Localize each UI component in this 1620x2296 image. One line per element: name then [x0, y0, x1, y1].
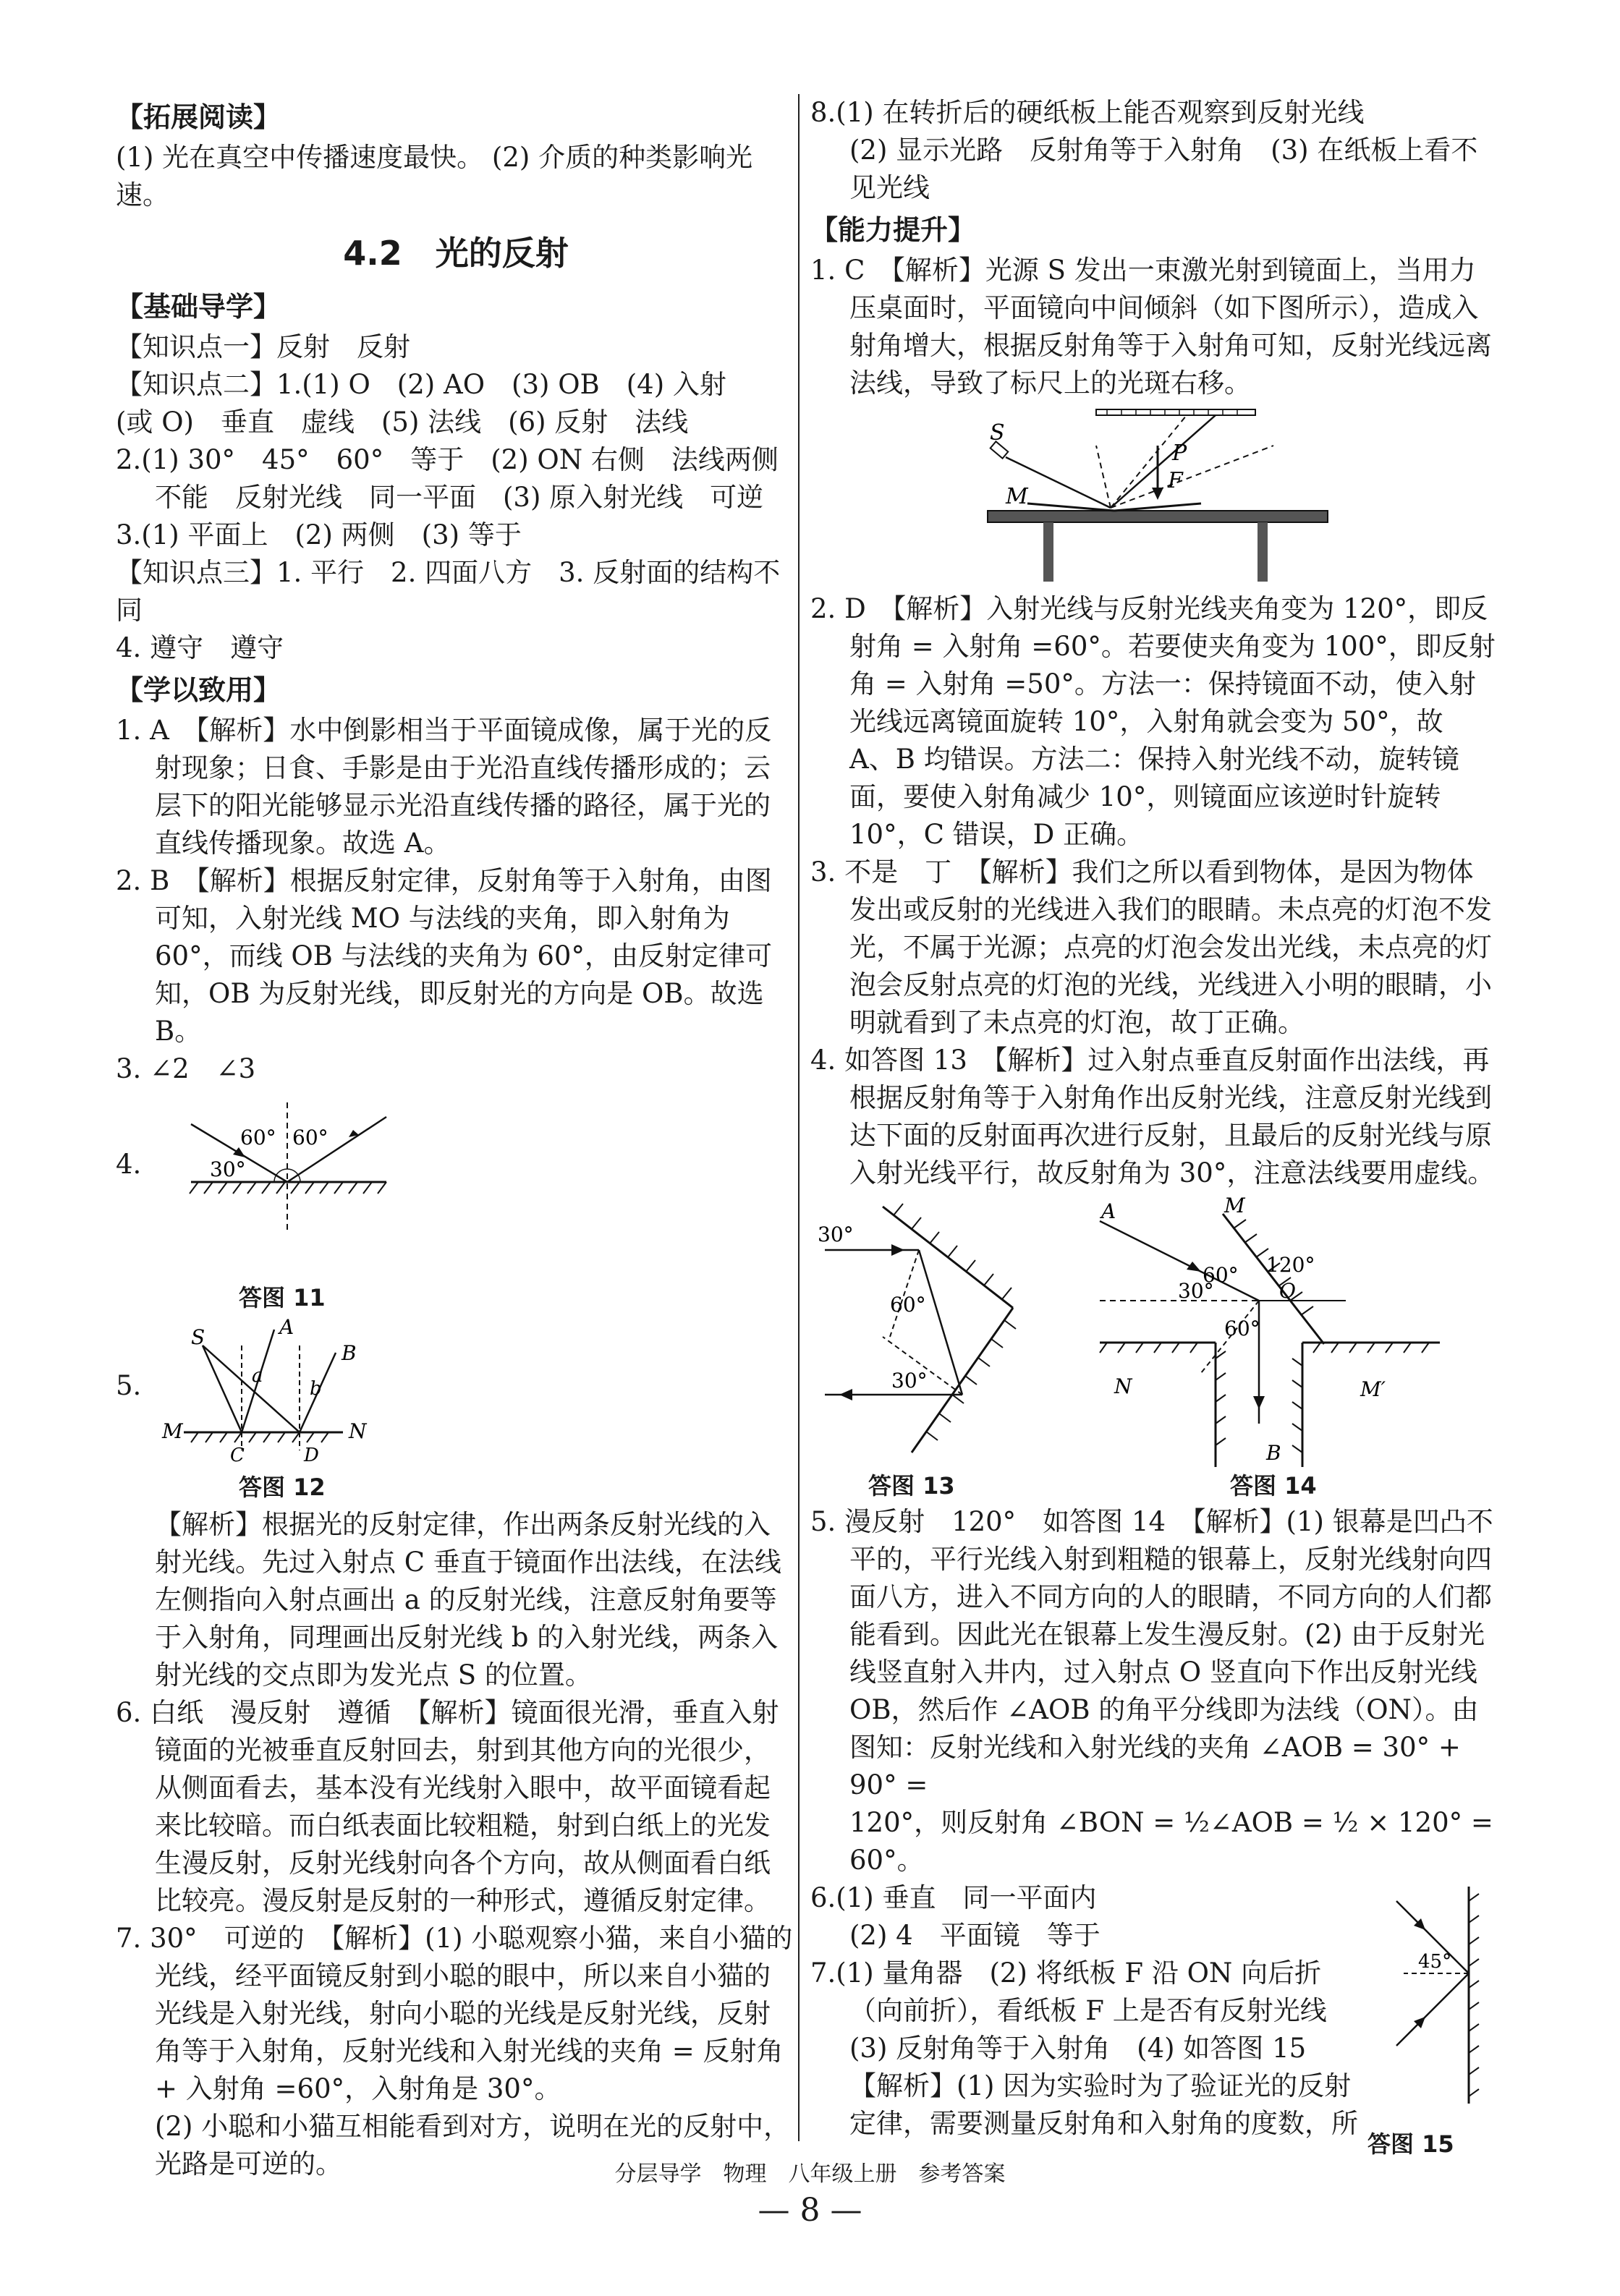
ability-answer-2: 2. D 【解析】入射光线与反射光线夹角变为 120°，即反射角 = 入射角 =60°。若要使夹角变为 100°，即反射角 = 入射角 =50°。方法一：保持镜面不动，使入射光线远离镜面旋转 10°，入射角就会变为 50°，故 A、B 均错误。方法二：保持入射光线不动，旋转镜面，要使入射角减少 10°，则镜面应该逆时针旋转 10°，C 错误，D 正确。: [810, 593, 1496, 850]
fig15-angle-45: 45°: [1418, 1951, 1452, 1973]
desk-mirror-diagram: [810, 402, 1498, 590]
figure-14-block: [1085, 1192, 1490, 1505]
knowledge-point-2-line-4: 不能 反射光线 同一平面 (3) 原入射光线 可逆: [155, 482, 764, 513]
ability-answer-1: 1. C 【解析】光源 S 发出一束激光射到镜面上，当用力压桌面时，平面镜向中间倾斜（如下图所示），造成入射角增大，根据反射角等于入射角可知，反射光线远离法线，导致了标尺上的光斑右移。: [810, 255, 1492, 399]
section-title: 4.2 光的反射: [343, 234, 569, 273]
page-number: — 8 —: [758, 2192, 862, 2229]
fig13-angle-30-top: 30°: [818, 1223, 854, 1246]
fig14-angle-30: 30°: [1178, 1279, 1214, 1303]
answer-6-7-text: [810, 1879, 1360, 2143]
fig12-label-A: A: [279, 1317, 294, 1339]
answer-2: 2. B 【解析】根据反射定律，反射角等于入射角，由图可知，入射光线 MO 与法线的夹角，即入射角为 60°，而线 OB 与法线的夹角为 60°，由反射定律可知，OB 为反射光线，即反射光的方向是 OB。故选 B。: [116, 865, 772, 1047]
apply-heading: 【学以致用】: [116, 674, 281, 706]
figure-11-caption: 答图 11: [239, 1284, 326, 1311]
fig12-label-S: S: [191, 1325, 205, 1349]
knowledge-point-3-line-2: 4. 遵守 遵守: [116, 632, 284, 663]
ability-answer-5-formula: 120°，则反射角 ∠BON = ½∠AOB = ½ × 120° = 60°。: [849, 1807, 1493, 1876]
answer-5-explanation: 【解析】根据光的反射定律，作出两条反射光线的入射光线。先过入射点 C 垂直于镜面作出法线，在法线左侧指向入射点画出 a 的反射光线，注意反射角要等于入射角，同理画出反射光线 b 的入射光线，两条入射光线的交点即为发光点 S 的位置。: [155, 1509, 781, 1691]
answer-7: 7. 30° 可逆的 【解析】(1) 小聪观察小猫，来自小猫的光线，经平面镜反射到小聪的眼中，所以来自小猫的光线是入射光线，射向小聪的光线是反射光线，反射角等于入射角，反射光线和入射光线的夹角 = 反射角 + 入射角 =60°，入射角是 30°。: [116, 1923, 793, 2104]
answer-5-number: 5.: [116, 1370, 142, 1401]
fig13-angle-30-bottom: 30°: [891, 1369, 928, 1393]
column-divider: [798, 94, 800, 2141]
fig14-angle-120: 120°: [1266, 1253, 1315, 1277]
fig12-label-b: b: [310, 1378, 322, 1400]
figure-15-diagram: [1367, 1879, 1498, 2125]
fig12-label-C: C: [230, 1445, 245, 1466]
fig14-label-A: A: [1101, 1199, 1116, 1223]
fig14-label-M: M: [1224, 1194, 1245, 1217]
knowledge-point-2-line-2: (或 O) 垂直 虚线 (5) 法线 (6) 反射 法线: [116, 407, 689, 438]
fig14-label-B: B: [1266, 1441, 1281, 1465]
figure-13-block: [810, 1192, 1049, 1505]
answer-8-line-2: (2) 显示光路 反射角等于入射角 (3) 在纸板上看不见光线: [849, 135, 1478, 203]
fig13-angle-60: 60°: [890, 1293, 926, 1317]
figure-15-caption: 答图 15: [1367, 2130, 1454, 2158]
knowledge-point-2-line-3: 2.(1) 30° 45° 60° 等于 (2) ON 右侧 法线两侧: [116, 444, 779, 475]
answer-6: 6. 白纸 漫反射 遵循 【解析】镜面很光滑，垂直入射镜面的光被垂直反射回去，射到其他方向的光很少，从侧面看去，基本没有光线射入眼中，故平面镜看起来比较暗。而白纸表面比较粗糙，射到白纸上的光发生漫反射，反射光线射向各个方向，故从侧面看白纸比较亮。漫反射是反射的一种形式，遵循反射定律。: [116, 1697, 779, 1916]
figure-12-diagram: [155, 1317, 401, 1468]
answer-6-7-row: [810, 1879, 1498, 2163]
figure-14-caption: 答图 14: [1230, 1472, 1317, 1500]
figure-15-block: [1367, 1879, 1498, 2163]
ability-answer-6-line-1: 6.(1) 垂直 同一平面内: [810, 1882, 1097, 1913]
ability-answer-4: 4. 如答图 13 【解析】过入射点垂直反射面作出法线，再根据反射角等于入射角作出反射光线，注意反射光线到达下面的反射面再次进行反射，且最后的反射光线与原入射光线平行，故反射角为 30°，注意法线要用虚线。: [810, 1045, 1495, 1189]
left-column: [116, 94, 796, 2183]
desk-label-P: P: [1172, 441, 1187, 466]
expand-reading-text: (1) 光在真空中传播速度最快。 (2) 介质的种类影响光速。: [116, 142, 753, 211]
knowledge-point-2-line-5: 3.(1) 平面上 (2) 两侧 (3) 等于: [116, 519, 522, 550]
answer-4-number: 4.: [116, 1149, 142, 1180]
answer-8-line-1: 8.(1) 在转折后的硬纸板上能否观察到反射光线: [810, 97, 1365, 128]
ability-answer-7-line-2: (3) 反射角等于入射角 (4) 如答图 15: [849, 2033, 1307, 2064]
footer-book-title: 分层导学 物理 八年级上册 参考答案: [614, 2161, 1006, 2187]
basic-guide-heading: 【基础导学】: [116, 291, 281, 323]
fig11-angle-60-right: 60°: [292, 1126, 328, 1149]
desk-label-S: S: [990, 420, 1005, 446]
figure-13-diagram: [810, 1192, 1049, 1467]
answer-3: 3. ∠2 ∠3: [116, 1053, 256, 1084]
fig12-label-D: D: [304, 1445, 319, 1466]
fig12-label-a: a: [252, 1365, 263, 1387]
ability-answer-3: 3. 不是 丁 【解析】我们之所以看到物体，是因为物体发出或反射的光线进入我们的眼睛。未点亮的灯泡不发光，不属于光源；点亮的灯泡会发出光线，未点亮的灯泡会反射点亮的灯泡的光线，光线进入小明的眼睛，小明就看到了未点亮的灯泡，故丁正确。: [810, 856, 1492, 1038]
fig12-label-B: B: [342, 1341, 357, 1365]
knowledge-point-3-line-1: 【知识点三】1. 平行 2. 四面八方 3. 反射面的结构不同: [116, 557, 781, 626]
fig11-angle-60-left: 60°: [240, 1126, 276, 1149]
fig14-label-O: O: [1279, 1279, 1296, 1303]
knowledge-point-2-line-1: 【知识点二】1.(1) O (2) AO (3) OB (4) 入射: [116, 369, 726, 400]
right-column: [810, 94, 1498, 2163]
expand-reading-heading: 【拓展阅读】: [116, 101, 281, 133]
figure-13-caption: 答图 13: [868, 1472, 955, 1500]
ability-heading: 【能力提升】: [810, 214, 976, 246]
ability-answer-7-line-1: 7.(1) 量角器 (2) 将纸板 F 沿 ON 向后折（向前折），看纸板 F 上是否有反射光线: [810, 1957, 1327, 2026]
answer-4-row: [116, 1088, 796, 1283]
answer-5-row: [116, 1317, 796, 1468]
desk-label-F: F: [1168, 468, 1183, 493]
fig14-angle-60-top: 60°: [1203, 1263, 1239, 1287]
answer-1: 1. A 【解析】水中倒影相当于平面镜成像，属于光的反射现象；日食、手影是由于光沿直线传播形成的；云层下的阳光能够显示光沿直线传播的路径，属于光的直线传播现象。故选 A。: [116, 715, 772, 859]
fig12-label-M: M: [162, 1419, 183, 1443]
fig14-label-M-prime: M′: [1360, 1377, 1386, 1401]
figure-11-diagram: [155, 1088, 415, 1283]
figures-13-14: [810, 1192, 1498, 1503]
ability-answer-6-line-2: (2) 4 平面镜 等于: [849, 1920, 1101, 1951]
desk-label-M: M: [1006, 484, 1028, 509]
ability-answer-5: 5. 漫反射 120° 如答图 14 【解析】(1) 银幕是凹凸不平的，平行光线入射到粗糙的银幕上，反射光线射向四面八方，进入不同方向的人的眼睛，不同方向的人们都能看到。因此光在银幕上发生漫反射。(2) 由于反射光线竖直射入井内，过入射点 O 竖直向下作出反射光线 OB，然后作 ∠AOB 的角平分线即为法线（ON）。由图知：反射光线和入射光线的夹角 ∠AOB = 30° + 90° =: [810, 1506, 1493, 1800]
fig14-angle-60-bottom: 60°: [1224, 1317, 1260, 1340]
fig14-label-N: N: [1114, 1374, 1132, 1398]
knowledge-point-1: 【知识点一】反射 反射: [116, 331, 410, 362]
fig12-label-N: N: [349, 1419, 367, 1443]
answer-7-part-2: (2) 小聪和小猫互相能看到对方，说明在光的反射中，光路是可逆的。: [155, 2111, 791, 2180]
figure-12-caption: 答图 12: [239, 1474, 326, 1501]
fig11-angle-30: 30°: [210, 1157, 246, 1181]
figure-14-diagram: [1085, 1192, 1490, 1467]
ability-answer-7-line-3: 【解析】(1) 因为实验时为了验证光的反射定律，需要测量反射角和入射角的度数，所: [849, 2070, 1358, 2139]
